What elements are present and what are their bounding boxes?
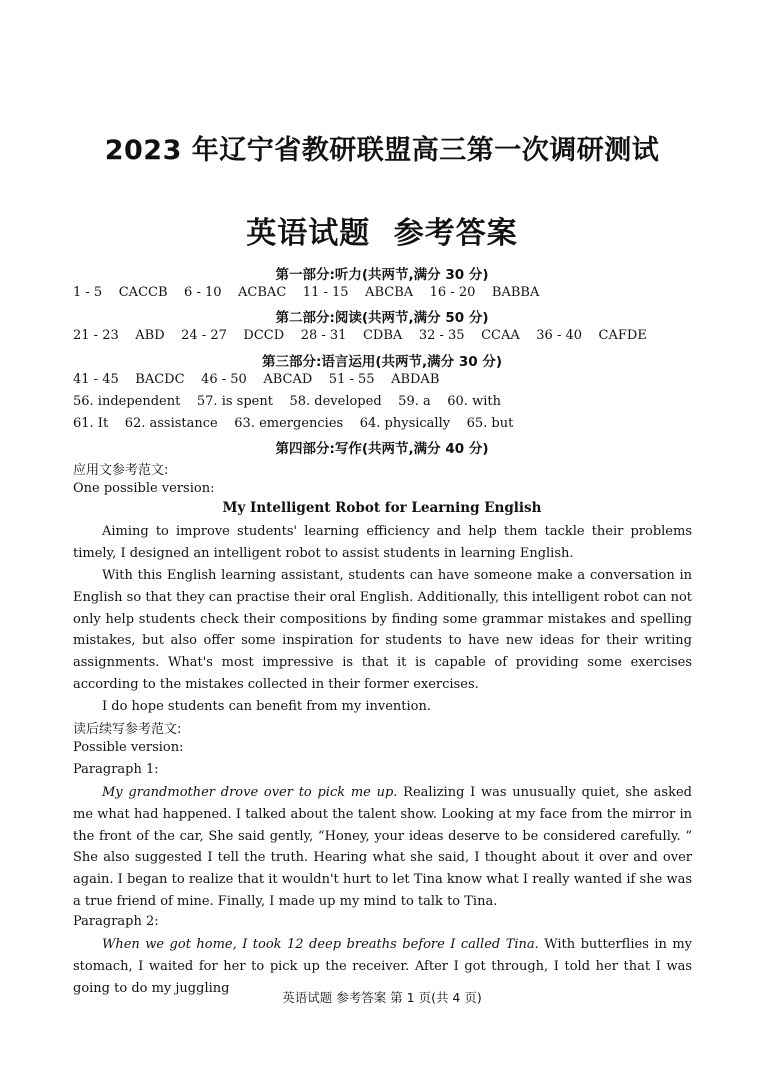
part1-answers: 1 - 5 CACCB 6 - 10 ACBAC 11 - 15 ABCBA 16 - 20 BABBA [73, 285, 540, 300]
possible-version-label: Possible version: [73, 740, 184, 755]
continuation-writing-label: 读后续写参考范文: [73, 722, 182, 737]
paragraph2-label: Paragraph 2: [73, 914, 159, 929]
document-title: 2023 年辽宁省教研联盟高三第一次调研测试 [104, 135, 660, 166]
essay-paragraph-2: With this English learning assistant, students can have someone make a conversation in English so that they can practise their oral English. Additionally, this intelligent robot can not only help students check their compositions by finding some grammar mistakes and spelling mistakes, but also offer some inspiration for students to have new ideas for their writing assignments. What's most impressive is that it is capable of providing some exercises according to the mistakes collected in their former exercises. [73, 568, 692, 692]
part3-heading: 第三部分:语言运用(共两节,满分 30 分) [261, 354, 503, 370]
part3-answers-line2: 56. independent 57. is spent 58. developed 59. a 60. with [73, 394, 501, 409]
essay-paragraph-1: Aiming to improve students' learning efficiency and help them tackle their problems timely, I designed an intelligent robot to assist students in learning English. [73, 524, 692, 561]
part1-heading: 第一部分:听力(共两节,满分 30 分) [275, 267, 489, 283]
applied-essay-label: 应用文参考范文: [73, 463, 169, 478]
paragraph1-opening-sentence: My grandmother drove over to pick me up. [102, 785, 398, 800]
part3-answers-line3: 61. It 62. assistance 63. emergencies 64. physically 65. but [73, 416, 514, 431]
paragraph2-opening-sentence: When we got home, I took 12 deep breaths before I called Tina. [102, 937, 539, 952]
essay-title: My Intelligent Robot for Learning English [222, 500, 542, 516]
one-possible-version-label: One possible version: [73, 481, 215, 496]
document-subtitle: 英语试题 参考答案 [246, 216, 518, 251]
continuation-paragraph-1 [73, 782, 692, 913]
essay-paragraph-3: I do hope students can benefit from my invention. [102, 699, 431, 714]
part2-heading: 第二部分:阅读(共两节,满分 50 分) [275, 310, 489, 326]
paragraph2-body: With butterflies in my stomach, I waited for her to pick up the receiver. After I got through, I told her that I was going to do my juggling [73, 937, 692, 996]
paragraph1-body: Realizing I was unusually quiet, she asked me what had happened. I talked about the talent show. Looking at my face from the mirror in the front of the car, She said gently, “Honey, your ideas deserve to be considered carefully. ” She also suggested I tell the truth. Hearing what she said, I thought about it over and over again. I began to realize that it wouldn't hurt to let Tina know what I really wanted if she was a true friend of mine. Finally, I made up my mind to talk to Tina. [73, 785, 692, 909]
part2-answers: 21 - 23 ABD 24 - 27 DCCD 28 - 31 CDBA 32 - 35 CCAA 36 - 40 CAFDE [73, 328, 647, 343]
paragraph1-label: Paragraph 1: [73, 762, 159, 777]
part4-heading: 第四部分:写作(共两节,满分 40 分) [275, 441, 489, 457]
part3-answers-line1: 41 - 45 BACDC 46 - 50 ABCAD 51 - 55 ABDAB [73, 372, 440, 387]
page-footer: 英语试题 参考答案 第 1 页(共 4 页) [282, 990, 482, 1005]
